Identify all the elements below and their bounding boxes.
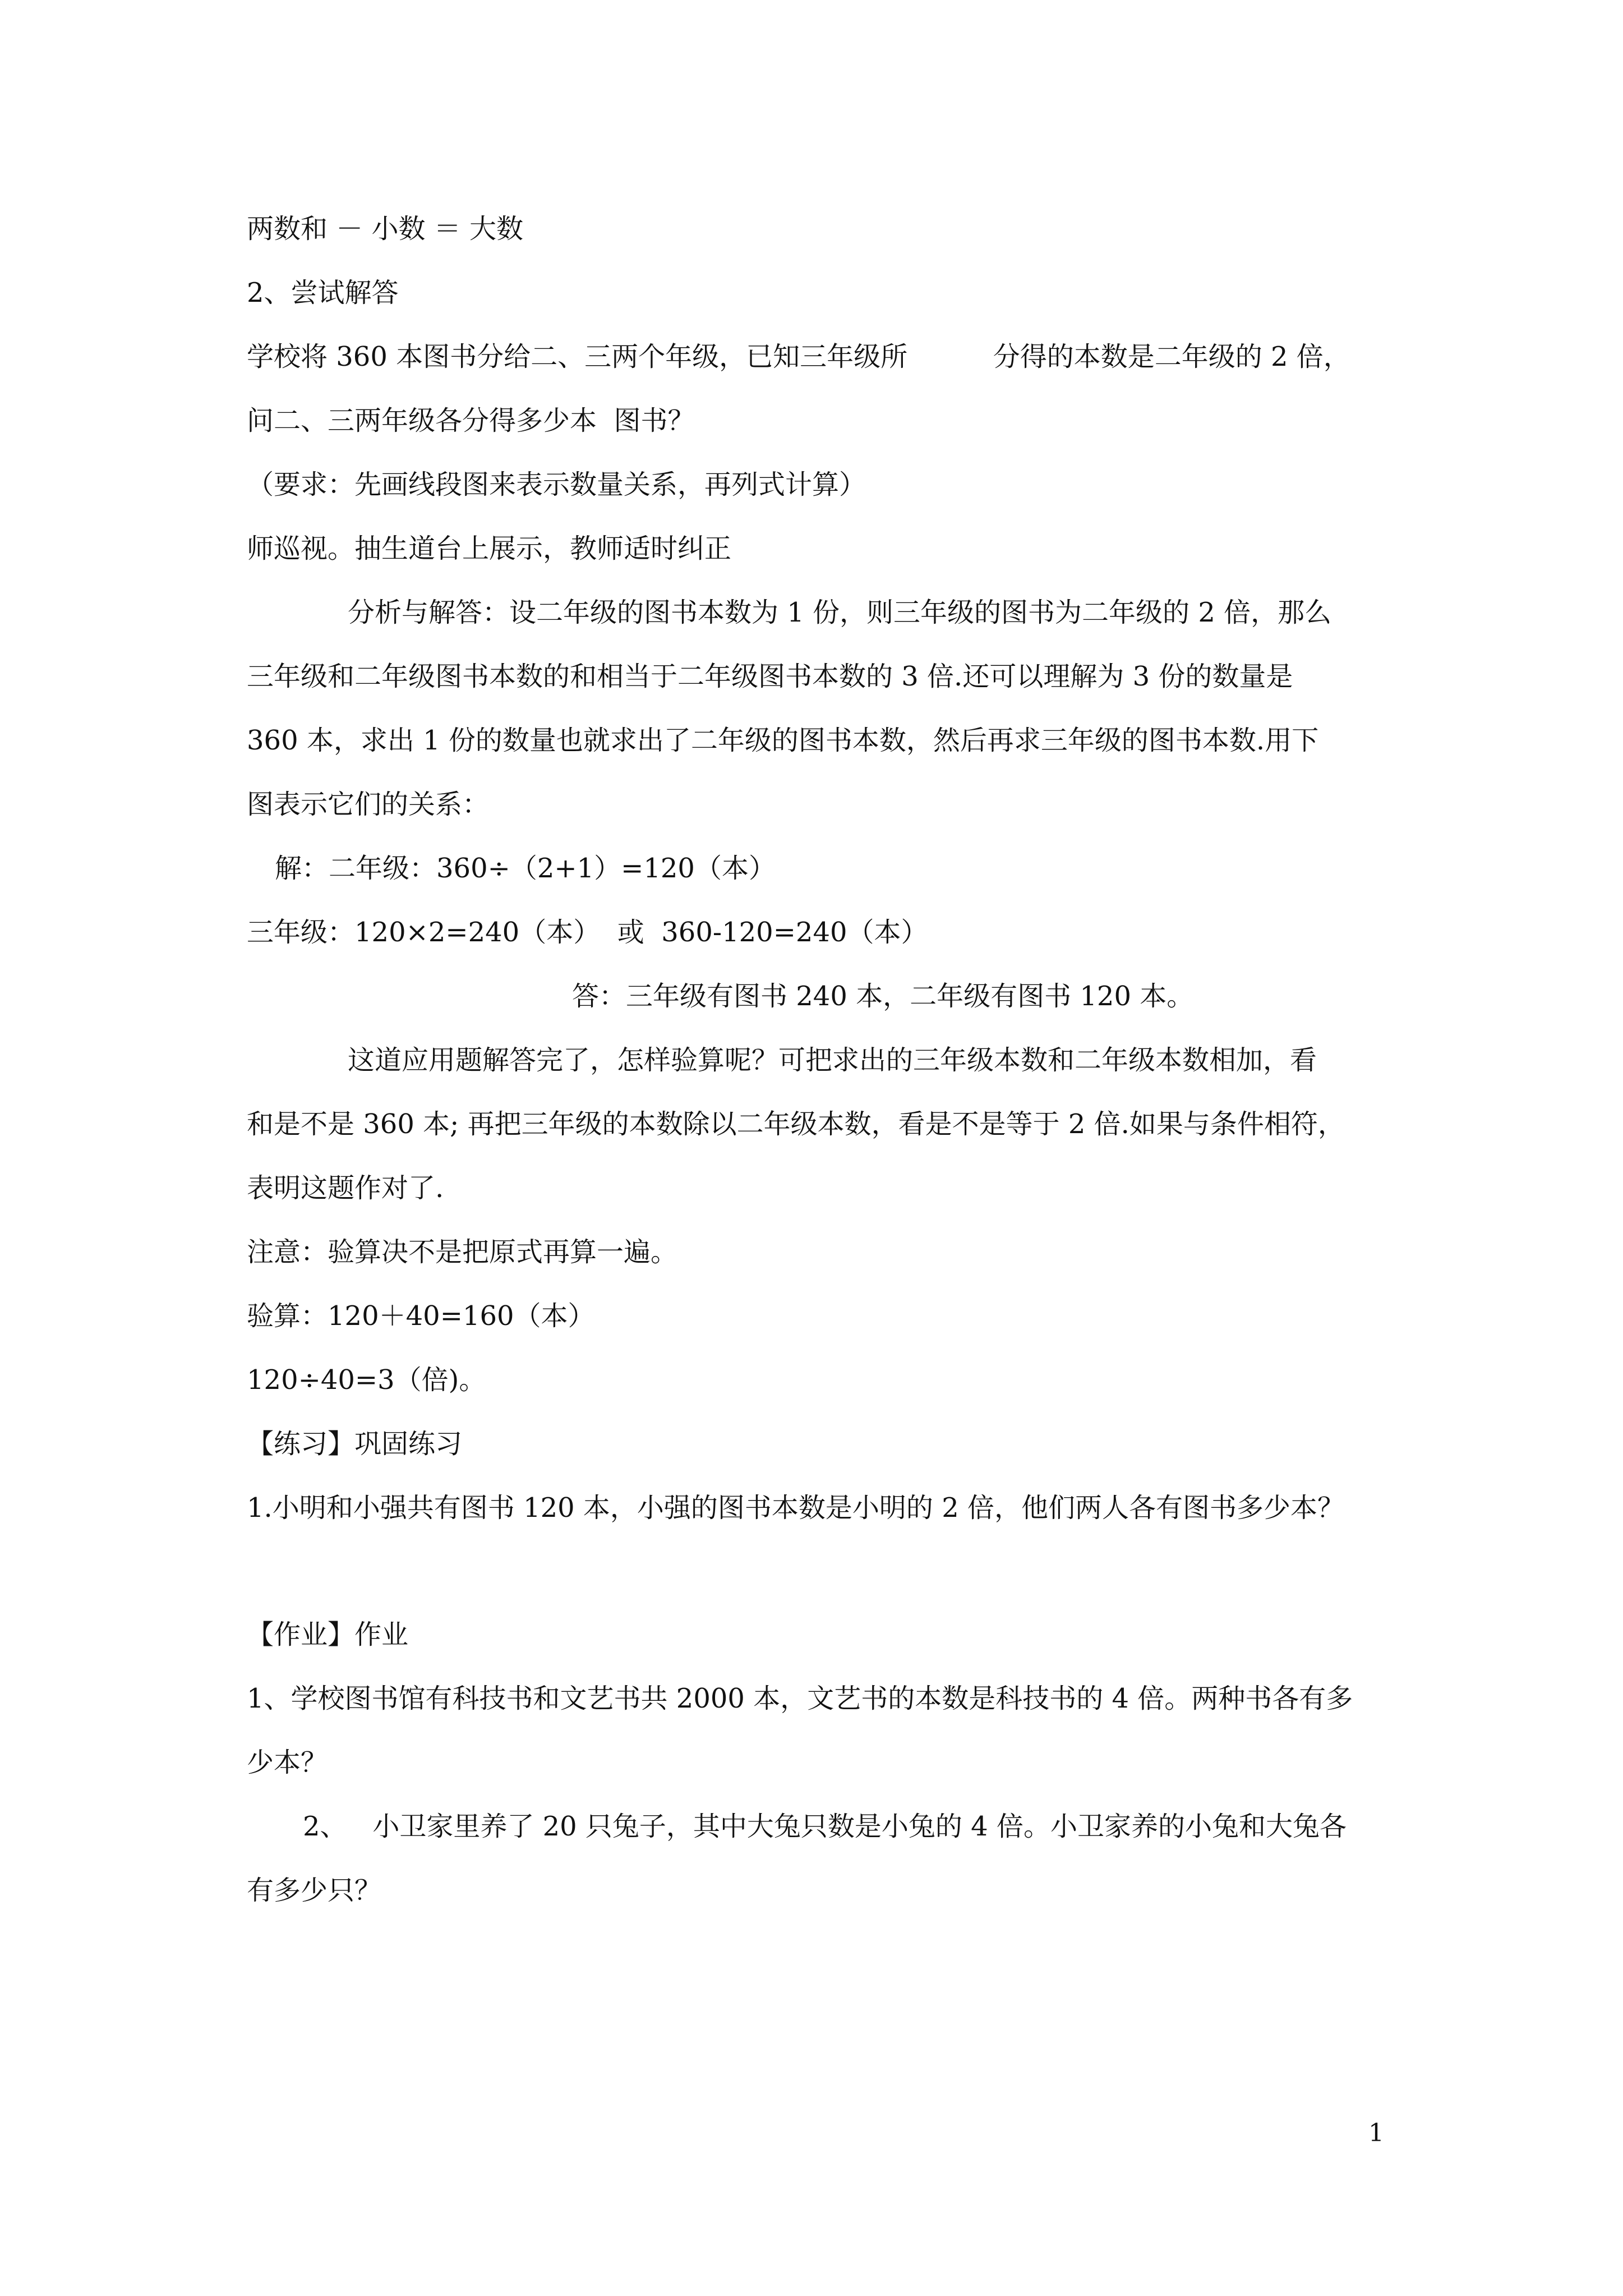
- homework-line: 少本？: [247, 1747, 328, 1778]
- exercise-line: 1.小明和小强共有图书 120 本，小强的图书本数是小明的 2 倍，他们两人各有图书多少本？: [247, 1492, 1344, 1524]
- text-line: 表明这题作对了.: [247, 1172, 444, 1204]
- section-heading: 【作业】作业: [247, 1619, 409, 1650]
- section-heading: 2、尝试解答: [247, 277, 399, 309]
- text-line: 两数和 － 小数 ＝ 大数: [247, 213, 524, 245]
- text-line: 分析与解答：设二年级的图书本数为 1 份，则三年级的图书为二年级的 2 倍，那么: [348, 597, 1332, 628]
- text-line: 问二、三两年级各分得多少本 图书？: [247, 405, 695, 436]
- section-heading: 【练习】巩固练习: [247, 1428, 463, 1460]
- answer-line: 答：三年级有图书 240 本，二年级有图书 120 本。: [572, 981, 1194, 1012]
- homework-line: 有多少只？: [247, 1875, 382, 1906]
- check-line: 120÷40=3（倍)。: [247, 1364, 486, 1396]
- solution-line: 解：二年级：360÷（2+1）=120（本）: [275, 853, 776, 884]
- solution-line: 三年级：120×2=240（本） 或 360-120=240（本）: [247, 917, 928, 948]
- text-line: 师巡视。抽生道台上展示，教师适时纠正: [247, 533, 732, 564]
- check-line: 验算：120＋40=160（本）: [247, 1300, 595, 1332]
- homework-line: 2、 小卫家里养了 20 只兔子，其中大兔只数是小兔的 4 倍。小卫家养的小兔和大兔各: [303, 1811, 1347, 1842]
- text-line: 学校将 360 本图书分给二、三两个年级，已知三年级所 分得的本数是二年级的 2 倍，: [247, 341, 1350, 372]
- text-line: 图表示它们的关系：: [247, 789, 490, 820]
- text-line: 360 本，求出 1 份的数量也就求出了二年级的图书本数，然后再求三年级的图书本数.用下: [247, 725, 1319, 756]
- homework-line: 1、学校图书馆有科技书和文艺书共 2000 本，文艺书的本数是科技书的 4 倍。两种书各有多: [247, 1683, 1353, 1714]
- page-number: 1: [1368, 2119, 1384, 2147]
- text-line: 三年级和二年级图书本数的和相当于二年级图书本数的 3 倍.还可以理解为 3 份的数量是: [247, 661, 1293, 692]
- text-line: （要求：先画线段图来表示数量关系，再列式计算）: [247, 469, 866, 500]
- note-line: 注意：验算决不是把原式再算一遍。: [247, 1236, 678, 1268]
- text-line: 这道应用题解答完了，怎样验算呢？可把求出的三年级本数和二年级本数相加，看: [348, 1045, 1317, 1076]
- text-line: 和是不是 360 本; 再把三年级的本数除以二年级本数，看是不是等于 2 倍.如果与条件相符，: [247, 1108, 1345, 1140]
